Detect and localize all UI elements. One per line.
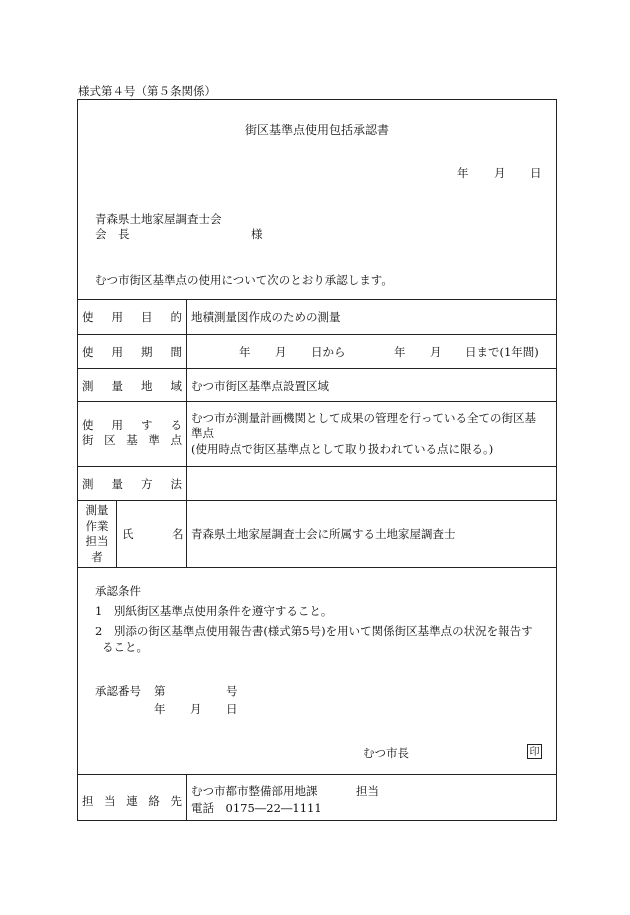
date-day: 日 (530, 166, 542, 180)
period-to-year: 年 (394, 345, 406, 359)
form-id: 様式第４号（第５条関係） (78, 84, 216, 98)
rule (78, 567, 556, 568)
points-label: 使 用 す る 街 区 基 準 点 (82, 418, 182, 447)
rule (78, 500, 556, 501)
area-value: むつ市街区基準点設置区域 (191, 379, 329, 393)
approval-month: 月 (190, 702, 202, 716)
rule (78, 774, 556, 775)
points-value-line2: 準点 (191, 426, 214, 440)
period-to-month: 月 (430, 345, 442, 359)
contact-dept: むつ市都市整備部用地課 (191, 784, 318, 798)
surveyor-name-label-a: 氏 (122, 527, 134, 541)
contact-label: 担 当 連 絡 先 (82, 794, 182, 808)
signer-name: むつ市長 (363, 746, 409, 760)
document-title: 街区基準点使用包括承認書 (244, 123, 389, 137)
intro-text: むつ市街区基準点の使用について次のとおり承認します。 (95, 273, 393, 287)
purpose-label: 使 用 目 的 (82, 310, 182, 324)
contact-person-label: 担当 (356, 784, 379, 798)
contact-phone: 電話 0175―22―1111 (191, 801, 322, 815)
period-from-day: 日から (311, 345, 346, 359)
rule (78, 299, 556, 300)
purpose-value: 地積測量図作成のための測量 (191, 310, 341, 324)
approval-dai: 第 (154, 684, 166, 698)
date-year: 年 (457, 166, 469, 180)
points-value-line3: (使用時点で街区基準点として取り扱われている点に限る。) (191, 442, 494, 456)
period-from-month: 月 (275, 345, 287, 359)
condition-item-2-line2: ること。 (102, 640, 148, 654)
condition-item-1: 1 別紙街区基準点使用条件を遵守すること。 (95, 604, 333, 618)
approval-year: 年 (154, 702, 166, 716)
addressee-org: 青森県土地家屋調査士会 (95, 212, 222, 226)
seal-stamp: 印 (527, 744, 542, 759)
date-month: 月 (494, 166, 506, 180)
surveyor-group-label: 測量 作業 担当 者 (85, 503, 109, 564)
approval-number-label: 承認番号 (95, 684, 141, 698)
addressee-role: 会 長 (95, 227, 130, 241)
approval-go: 号 (226, 684, 238, 698)
condition-item-2-line1: 2 別添の街区基準点使用報告書(様式第5号)を用いて関係街区基準点の状況を報告す (95, 624, 533, 638)
period-label: 使 用 期 間 (82, 345, 182, 359)
points-value-line1: むつ市が測量計画機関として成果の管理を行っている全ての街区基 (191, 411, 536, 425)
rule (78, 401, 556, 402)
period-to-day: 日まで(1年間) (465, 345, 539, 359)
period-from-year: 年 (239, 345, 251, 359)
rule (78, 466, 556, 467)
conditions-heading: 承認条件 (95, 584, 141, 598)
rule (78, 368, 556, 369)
area-label: 測 量 地 域 (82, 379, 182, 393)
rule (186, 774, 187, 821)
approval-day: 日 (226, 702, 238, 716)
addressee-honorific: 様 (251, 227, 263, 241)
surveyor-name-label-b: 名 (172, 527, 184, 541)
rule (116, 500, 117, 567)
rule (78, 334, 556, 335)
approval-form (77, 99, 557, 821)
rule (186, 299, 187, 567)
method-label: 測 量 方 法 (82, 477, 182, 491)
surveyor-value: 青森県土地家屋調査士会に所属する土地家屋調査士 (191, 527, 456, 541)
